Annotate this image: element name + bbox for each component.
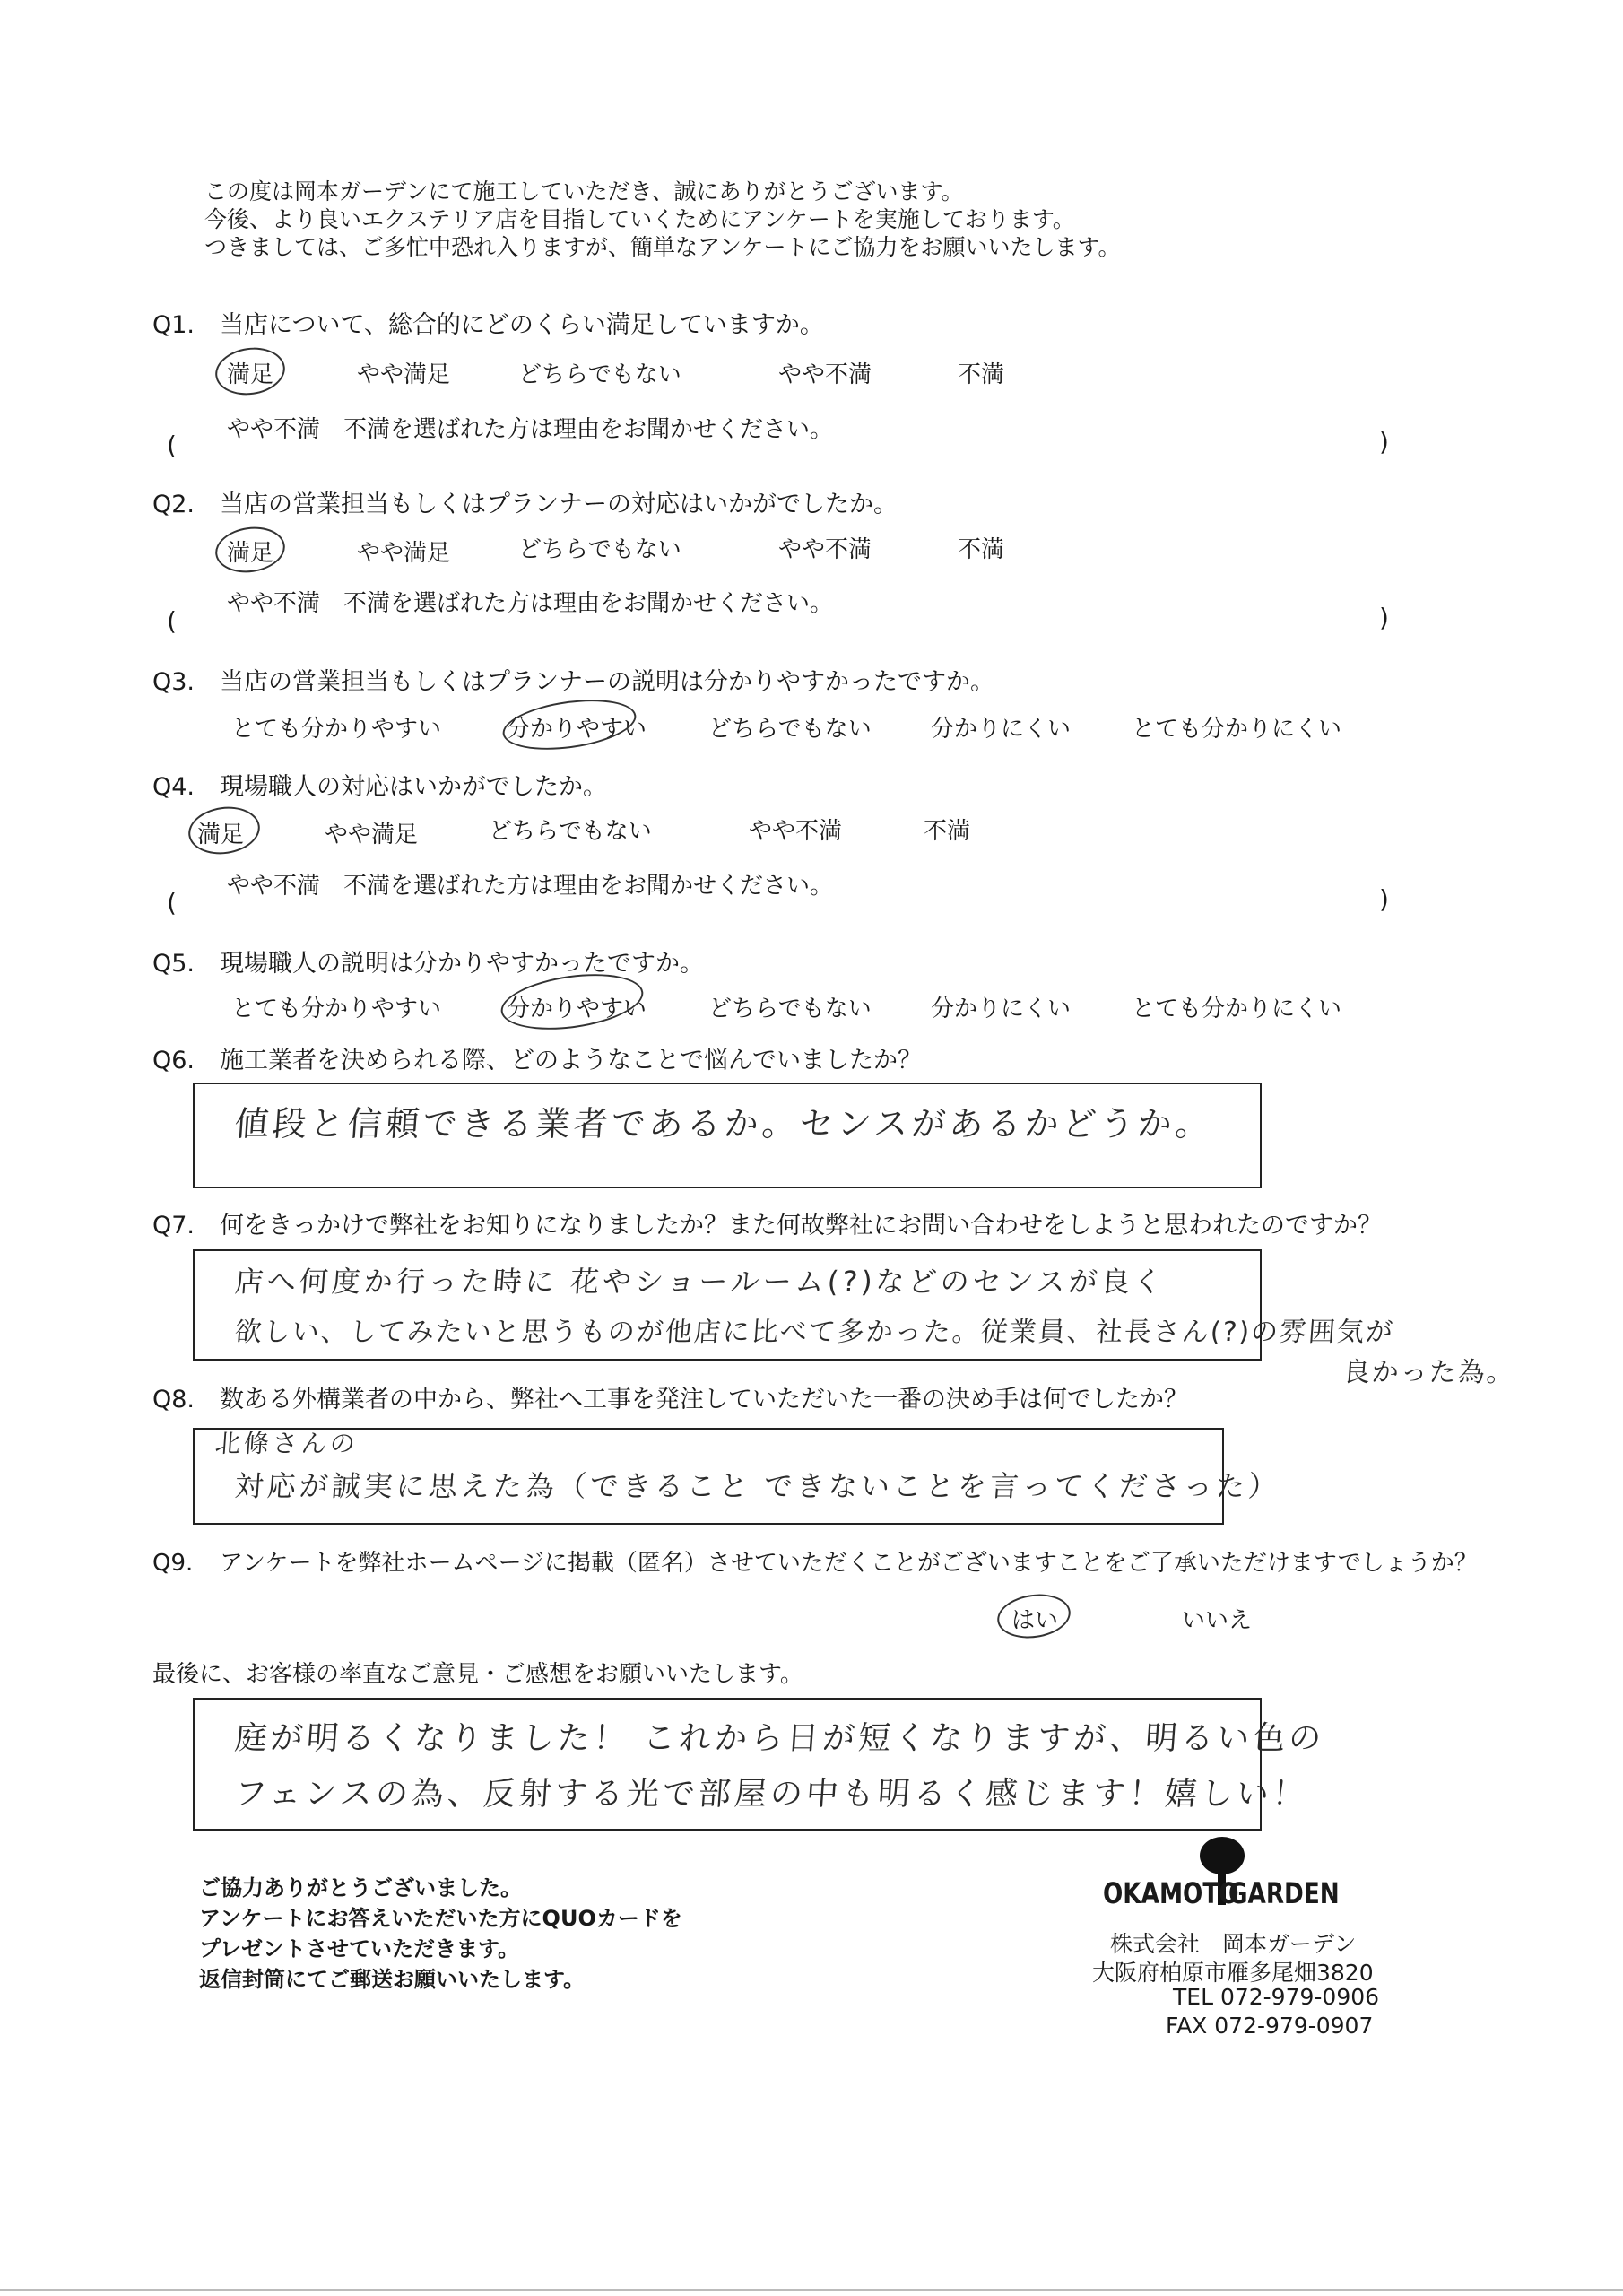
thanks-line: プレゼントさせていただきます。 xyxy=(199,1936,520,1961)
question-number: Q8. xyxy=(152,1386,195,1413)
thanks-line: ご協力ありがとうございました。 xyxy=(199,1875,522,1900)
final-answer-line: フェンスの為、反射する光で部屋の中も明るく感じます！嬉しい！ xyxy=(233,1776,1310,1813)
question-q2 xyxy=(152,484,898,519)
q4-option-satisfied[interactable]: 満足 xyxy=(197,822,245,848)
question-number: Q1. xyxy=(152,311,195,339)
q2-option-neutral[interactable]: どちらでもない xyxy=(518,536,681,563)
question-q7 xyxy=(152,1205,1382,1240)
q3-option-very-clear[interactable]: とても分かりやすい xyxy=(231,716,442,743)
q8-answer-line: 北條さんの xyxy=(213,1429,360,1458)
paren-close: ) xyxy=(1379,603,1389,632)
q5-option-neutral[interactable]: どちらでもない xyxy=(708,996,872,1022)
q2-option-somewhat-satisfied[interactable]: やや満足 xyxy=(357,540,451,567)
q3-option-unclear[interactable]: 分かりにくい xyxy=(931,716,1072,743)
q6-answer: 値段と信頼できる業者であるか。センスがあるかどうか。 xyxy=(233,1104,1215,1144)
question-text: 当店の営業担当もしくはプランナーの対応はいかがでしたか。 xyxy=(220,491,898,518)
q9-option-no[interactable]: いいえ xyxy=(1182,1607,1253,1634)
question-q9 xyxy=(152,1544,1478,1578)
intro-line: つきましては、ご多忙中恐れ入りますが、簡単なアンケートにご協力をお願いいたします。 xyxy=(204,234,1121,260)
footer-thanks xyxy=(199,1873,682,1995)
question-number: Q4. xyxy=(152,773,195,801)
question-number: Q5. xyxy=(152,950,195,978)
question-text: 数ある外構業者の中から、弊社へ工事を発注していただいた一番の決め手は何でしたか？ xyxy=(220,1386,1188,1413)
q4-option-somewhat-dissatisfied[interactable]: やや不満 xyxy=(749,818,843,845)
reason-prompt: やや不満 不満を選ばれた方は理由をお聞かせください。 xyxy=(227,873,834,900)
q7-answer-line: 良かった為。 xyxy=(1341,1357,1516,1388)
q2-option-dissatisfied[interactable]: 不満 xyxy=(958,536,1005,563)
q5-option-very-clear[interactable]: とても分かりやすい xyxy=(231,996,442,1022)
thanks-line: 返信封筒にてご郵送お願いいたします。 xyxy=(199,1967,586,1992)
company-tel: TEL 072-979-0906 xyxy=(1173,1984,1380,2010)
question-text: 現場職人の説明は分かりやすかったですか。 xyxy=(220,950,704,978)
reason-prompt: やや不満 不満を選ばれた方は理由をお聞かせください。 xyxy=(227,590,834,617)
question-number: Q2. xyxy=(152,491,195,518)
q2-option-somewhat-dissatisfied[interactable]: やや不満 xyxy=(778,536,872,563)
question-q6 xyxy=(152,1040,922,1075)
final-answer-line: 庭が明るくなりました！ これから日が短くなりますが、明るい色の xyxy=(233,1720,1326,1757)
paren-close: ) xyxy=(1379,884,1389,914)
q7-answer-line: 店へ何度か行った時に 花やショールーム(?)などのセンスが良く xyxy=(233,1265,1167,1299)
question-q5 xyxy=(152,944,704,978)
question-number: Q7. xyxy=(152,1212,195,1239)
paren-open: ( xyxy=(167,606,177,636)
question-q3 xyxy=(152,662,994,697)
q5-option-clear[interactable]: 分かりやすい xyxy=(507,996,647,1022)
question-number: Q9. xyxy=(152,1550,194,1577)
question-text: 当店の営業担当もしくはプランナーの説明は分かりやすかったですか。 xyxy=(220,668,994,696)
question-number: Q3. xyxy=(152,668,195,696)
q1-option-somewhat-satisfied[interactable]: やや満足 xyxy=(357,361,451,388)
company-logo xyxy=(1103,1837,1372,1909)
intro-text xyxy=(204,178,1121,261)
intro-line: この度は岡本ガーデンにて施工していただき、誠にありがとうございます。 xyxy=(204,178,964,204)
paren-open: ( xyxy=(167,430,177,460)
q3-option-neutral[interactable]: どちらでもない xyxy=(708,716,872,743)
question-text: 何をきっかけで弊社をお知りになりましたか？また何故弊社にお問い合わせをしようと思われたのですか？ xyxy=(220,1212,1382,1239)
question-q8 xyxy=(152,1379,1188,1414)
selection-circle xyxy=(499,692,639,757)
selection-circle xyxy=(994,1590,1073,1643)
intro-line: 今後、より良いエクステリア店を目指していくためにアンケートを実施しております。 xyxy=(204,206,1075,232)
q5-option-very-unclear[interactable]: とても分かりにくい xyxy=(1132,996,1342,1022)
selection-circle xyxy=(213,523,288,577)
q1-option-somewhat-dissatisfied[interactable]: やや不満 xyxy=(778,361,872,388)
final-prompt: 最後に、お客様の率直なご意見・ご感想をお願いいたします。 xyxy=(152,1661,803,1688)
q4-option-dissatisfied[interactable]: 不満 xyxy=(924,818,971,845)
company-fax: FAX 072-979-0907 xyxy=(1166,2013,1374,2039)
q4-option-somewhat-satisfied[interactable]: やや満足 xyxy=(325,822,419,848)
selection-circle xyxy=(213,344,288,399)
paren-open: ( xyxy=(167,888,177,918)
logo-text-left: OKAMOTO xyxy=(1103,1876,1239,1910)
question-q1 xyxy=(152,305,824,340)
company-name: 株式会社 岡本ガーデン xyxy=(1110,1931,1357,1957)
question-number: Q6. xyxy=(152,1047,195,1074)
q3-option-clear[interactable]: 分かりやすい xyxy=(507,716,647,743)
question-text: 現場職人の対応はいかがでしたか。 xyxy=(220,773,607,801)
q8-answer-line: 対応が誠実に思えた為（できること できないことを言ってくださった） xyxy=(233,1469,1282,1503)
question-text: 当店について、総合的にどのくらい満足していますか。 xyxy=(220,311,824,339)
thanks-line: アンケートにお答えいただいた方にQUOカードを xyxy=(199,1906,682,1931)
q1-option-satisfied[interactable]: 満足 xyxy=(227,361,274,388)
q1-option-dissatisfied[interactable]: 不満 xyxy=(958,361,1005,388)
reason-prompt: やや不満 不満を選ばれた方は理由をお聞かせください。 xyxy=(227,416,834,443)
selection-circle xyxy=(186,803,263,859)
q1-option-neutral[interactable]: どちらでもない xyxy=(518,361,681,388)
q9-option-yes[interactable]: はい xyxy=(1011,1607,1059,1634)
q2-option-satisfied[interactable]: 満足 xyxy=(227,540,274,567)
question-text: 施工業者を決められる際、どのようなことで悩んでいましたか？ xyxy=(220,1047,922,1074)
q7-answer-line: 欲しい、してみたいと思うものが他店に比べて多かった。従業員、社長さん(?)の雰囲気が xyxy=(233,1317,1396,1348)
scan-edge-line xyxy=(0,2289,1623,2291)
logo-text-right: GARDEN xyxy=(1228,1876,1340,1910)
q4-option-neutral[interactable]: どちらでもない xyxy=(489,818,652,845)
q5-option-unclear[interactable]: 分かりにくい xyxy=(931,996,1072,1022)
question-text: アンケートを弊社ホームページに掲載（匿名）させていただくことがございますことをご了承いただけますでしょうか？ xyxy=(220,1550,1478,1577)
question-q4 xyxy=(152,767,607,802)
paren-close: ) xyxy=(1379,427,1389,457)
q3-option-very-unclear[interactable]: とても分かりにくい xyxy=(1132,716,1342,743)
company-address: 大阪府柏原市雁多尾畑3820 xyxy=(1092,1960,1374,1986)
